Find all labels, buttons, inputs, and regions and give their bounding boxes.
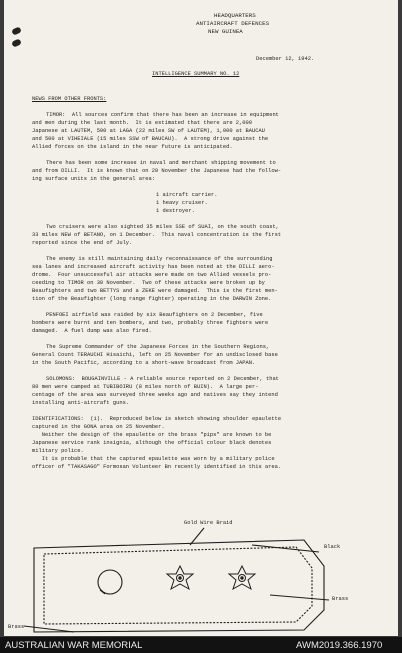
document-title: INTELLIGENCE SUMMARY NO. 12 [152,71,240,77]
text-line: The enemy is still maintaining daily reconnaissance of the surrounding [46,256,273,262]
pointer-line-brass-left [24,626,74,632]
text-line: installing anti-aircraft guns. [32,400,130,406]
header-line: ANTIAIRCRAFT DEFENCES [196,20,270,27]
text-line: It is probable that the captured epaulette was worn by a military police [32,456,275,462]
text-line: Beaufighters and two BETTYS and a ZEKE were damaged. This is the first men- [32,288,278,294]
text-line: and from DILLI. It is known that on 29 November the Japanese had the follow- [32,168,282,174]
footer-accession-number: AWM2019.366.1970 [296,640,383,651]
text-line: damaged. A fuel dump was also fired. [32,328,152,334]
text-line: PENFOEI airfield was raided by six Beaufighters on 2 December, five [46,312,263,318]
text-line: 33 miles NEW of BETANO, on 1 December. This naval concentration is the first [32,232,282,238]
epaulette-outline [34,540,324,632]
header-line: HEADQUARTERS [214,12,256,19]
text-line: ceeding to TIMOR on 30 November. Two of these attacks were broken up by [32,280,265,286]
list-item: 1 aircraft carrier. [156,192,218,198]
text-line: officer of "TAKASAGO" Formosan Volunteer Bn recently identified in this area. [32,464,282,470]
text-line: centage of the area was surveyed three weeks ago and natives say they intend [32,392,278,398]
text-line: Allied forces on the island in the near future is anticipated. [32,144,233,150]
text-line: ing surface units in the general area: [32,176,155,182]
text-line: 80 men were camped at TUBIBOIRU (8 miles north of BUIN). A large per- [32,384,259,390]
sketch-label-black: Black [324,544,341,550]
text-line: IDENTIFICATIONS: (i). Reproduced below is sketch showing shoulder epaulette [32,416,282,422]
text-line: Japanese service rank insignia, although the official colour black denotes [32,440,272,446]
text-line: captured in the GONA area on 25 November. [32,424,165,430]
document-date: December 12, 1942. [256,56,315,62]
text-line: Japanese at LAUTEM, 500 at LAGA (22 miles SW of LAUTEM), 1,000 at BAUCAU [32,128,265,134]
brass-pip-left [167,566,193,589]
pointer-line-gold [190,528,204,545]
epaulette-sketch [4,0,398,636]
archive-footer [0,637,402,653]
text-line: military police. [32,448,84,454]
list-item: 1 heavy cruiser. [156,200,208,206]
header-line: NEW GUINEA [208,28,243,35]
sketch-label-brass-left: Brass [8,624,25,630]
brass-pip-right [229,566,255,589]
text-line: and 500 at VIHEIALE (15 miles SSW of BAUCAU). A strong drive against the [32,136,269,142]
text-line: sea lanes and increased aircraft activity has been noted at the DILLI aero- [32,264,275,270]
pointer-line-brass [270,595,329,600]
brass-button [98,570,122,594]
text-line: in the South Pacific, according to a short-wave broadcast from JAPAN. [32,360,256,366]
text-line: drome. Four unsuccessful air attacks were made on two Allied vessels pro- [32,272,272,278]
document-page [4,0,398,636]
text-line: and men during the last month. It is estimated that there are 2,000 [32,120,252,126]
sketch-label-gold: Gold Wire Braid [184,520,233,526]
text-line: reported since the end of July. [32,240,133,246]
text-line: The Supreme Commander of the Japanese Forces in the Southern Regions, [46,344,270,350]
text-line: TIMOR: All sources confirm that there has been an increase in equipment [46,112,279,118]
section-heading: NEWS FROM OTHER FRONTS: [32,96,107,102]
text-line: There has been some increase in naval and merchant shipping movement to [46,160,276,166]
footer-institution: AUSTRALIAN WAR MEMORIAL [5,640,143,651]
text-line: SOLOMONS: BOUGAINVILLE - A reliable source reported on 2 December, that [46,376,279,382]
text-line: General Count TERAUCHI Hisaichi, left on 25 November for an undisclosed base [32,352,278,358]
text-line: bombers were burnt and ten bombers, and two, probably three fighters were [32,320,269,326]
sketch-label-brass: Brass [332,596,349,602]
text-line: tion of the Beaufighter (long range fighter) operating in the DARWIN Zone. [32,296,272,302]
list-item: 1 destroyer. [156,208,195,214]
text-line: Neither the design of the epaulette or the brass "pips" are known to be [32,432,272,438]
text-line: Two cruisers were also sighted 35 miles SSE of SUAI, on the south coast, [46,224,279,230]
